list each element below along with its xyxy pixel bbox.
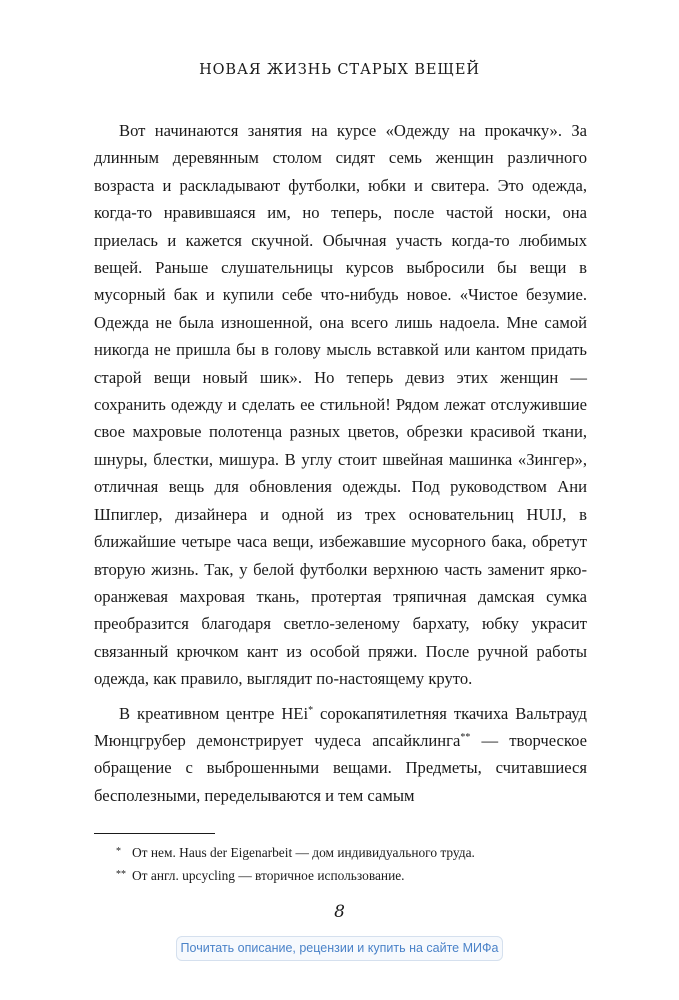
footnote-1 — [94, 841, 587, 864]
body-text — [94, 117, 587, 809]
paragraph-2-part-3: — творческое обращение с выброшенными вещами. Предметы, считавшиеся бесполезными, переделываются и тем самым — [94, 730, 587, 805]
footnote-2 — [94, 864, 587, 887]
footnote-ref-2: ** — [460, 731, 471, 743]
footnote-divider — [94, 833, 215, 834]
footnote-ref-1: * — [308, 704, 314, 716]
shop-link-button[interactable]: Почитать описание, рецензии и купить на сайте МИФа — [176, 936, 503, 961]
footnotes — [94, 841, 587, 887]
paragraph-2-part-2: сорокапятилетняя ткачиха Вальтрауд Мюнцгрубер демонстрирует чудеса апсайклинга — [94, 703, 587, 750]
footnote-text: От нем. Haus der Eigenarbeit — дом индивидуального труда. — [132, 845, 475, 860]
footnote-text: От англ. upcycling — вторичное использование. — [132, 868, 405, 883]
footnote-mark: ** — [116, 869, 126, 880]
running-title: НОВАЯ ЖИЗНЬ СТАРЫХ ВЕЩЕЙ — [199, 62, 480, 78]
page-number: 8 — [334, 902, 345, 922]
paragraph-2 — [94, 700, 587, 810]
paragraph-1: Вот начинаются занятия на курсе «Одежду на прокачку». За длинным деревянным столом сидят семь женщин различного возраста и раскладывают футболки, юбки и свитера. Это одежда, когда-то нравившаяся им, но теперь, после частой носки, она приелась и кажется скучной. Обычная участь когда-то любимых вещей. Раньше слушательницы курсов выбросили бы вещи в мусорный бак и купили себе что-нибудь новое. «Чистое безумие. Одежда не была изношенной, она всего лишь надоела. Мне самой никогда не пришла бы в голову мысль вставкой или кантом придать старой вещи новый шик». Но теперь девиз этих женщин — сохранить одежду и сделать ее стильной! Рядом лежат отслужившие свое махровые полотенца разных цветов, обрезки красивой ткани, шнуры, блестки, мишура. В углу стоит швейная машинка «Зингер», отличная вещь для обновления одежды. Под руководством Ани Шпиглер, дизайнера и одной из трех основательниц HUIJ, в ближайшие четыре часа вещи, избежавшие мусорного бака, обретут вторую жизнь. Так, у белой футболки верхнюю часть заменит ярко-оранжевая махровая ткань, протертая тряпичная дамская сумка преобразится благодаря светло-зеленому бархату, юбку украсит связанный крючком кант из особой пряжи. После ручной работы одежда, как правило, выглядит по-настоящему круто. — [94, 121, 587, 689]
footnote-mark: * — [116, 846, 121, 857]
paragraph-2-part-1: В креативном центре HEi — [119, 703, 309, 723]
